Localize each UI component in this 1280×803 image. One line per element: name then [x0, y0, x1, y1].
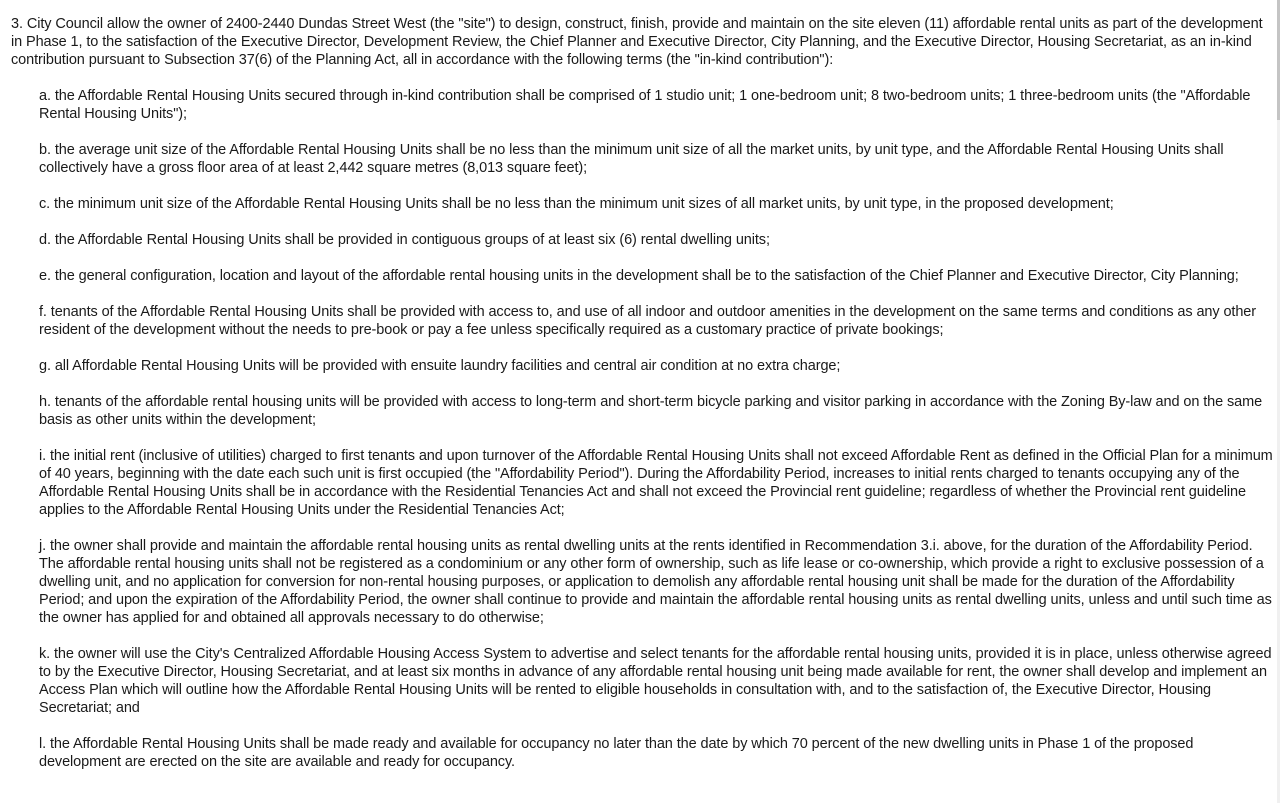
term-item-j: j. the owner shall provide and maintain the affordable rental housing units as rental dwelling units at the rents identified in Recommendation 3.i. above, for the duration of the Affordability Period. The affordable rental housing units shall not be registered as a condominium or any other form of ownership, such as life lease or co-ownership, which provide a right to exclusive possession of a dwelling unit, and no application for conversion for non-rental housing purposes, or application to demolish any affordable rental housing unit shall be made for the duration of the Affordability Period; and upon the expiration of the Affordability Period, the owner shall continue to provide and maintain the affordable rental housing units as rental dwelling units, unless and until such time as the owner has applied for and obtained all approvals necessary to do otherwise;: [39, 538, 1272, 626]
term-item-l: l. the Affordable Rental Housing Units shall be made ready and available for occupancy no later than the date by which 70 percent of the new dwelling units in Phase 1 of the proposed development are erected on the site are available and ready for occupancy.: [39, 736, 1194, 770]
term-item-e: e. the general configuration, location and layout of the affordable rental housing units in the development shall be to the satisfaction of the Chief Planner and Executive Director, City Planning;: [39, 268, 1239, 284]
term-item-i: i. the initial rent (inclusive of utilities) charged to first tenants and upon turnover of the Affordable Rental Housing Units shall not exceed Affordable Rent as defined in the Official Plan for a minimum of 40 years, beginning with the date each such unit is first occupied (the "Affordability Period"). During the Affordability Period, increases to initial rents charged to tenants occupying any of the Affordable Rental Housing Units shall be in accordance with the Residential Tenancies Act and shall not exceed the Provincial rent guideline; regardless of whether the Provincial rent guideline applies to the Affordable Rental Housing Units under the Residential Tenancies Act;: [39, 448, 1273, 518]
term-item-h: h. tenants of the affordable rental housing units will be provided with access to long-term and short-term bicycle parking and visitor parking in accordance with the Zoning By-law and on the same basis as other units within the development;: [39, 394, 1263, 428]
recommendation-paragraph: 3. City Council allow the owner of 2400-2440 Dundas Street West (the "site") to design, construct, finish, provide and maintain on the site eleven (11) affordable rental units as part of the development in Phase 1, to the satisfaction of the Executive Director, Development Review, the Chief Planner and Executive Director, City Planning, and the Executive Director, Housing Secretariat, as an in-kind contribution pursuant to Subsection 37(6) of the Planning Act, all in accordance with the following terms (the "in-kind contribution"):: [11, 16, 1263, 68]
term-item-f: f. tenants of the Affordable Rental Housing Units shall be provided with access to, and use of all indoor and outdoor amenities in the development on the same terms and conditions as any other resident of the development without the needs to pre-book or pay a fee unless specifically required as a customary practice of private bookings;: [39, 304, 1257, 338]
term-item-c: c. the minimum unit size of the Affordable Rental Housing Units shall be no less than the minimum unit sizes of all market units, by unit type, in the proposed development;: [39, 196, 1114, 212]
term-item-a: a. the Affordable Rental Housing Units secured through in-kind contribution shall be comprised of 1 studio unit; 1 one-bedroom unit; 8 two-bedroom units; 1 three-bedroom units (the "Affordable Rental Housing Units");: [39, 88, 1251, 122]
term-item-b: b. the average unit size of the Affordable Rental Housing Units shall be no less than the minimum unit size of all the market units, by unit type, and the Affordable Rental Housing Units shall collectively have a gross floor area of at least 2,442 square metres (8,013 square feet);: [39, 142, 1224, 176]
term-item-d: d. the Affordable Rental Housing Units shall be provided in contiguous groups of at least six (6) rental dwelling units;: [39, 232, 770, 248]
term-item-g: g. all Affordable Rental Housing Units will be provided with ensuite laundry facilities and central air condition at no extra charge;: [39, 358, 841, 374]
term-item-k: k. the owner will use the City's Centralized Affordable Housing Access System to advertise and select tenants for the affordable rental housing units, provided it is in place, unless otherwise agreed to by the Executive Director, Housing Secretariat, and at least six months in advance of any affordable rental housing unit being made available for rent, the owner shall develop and implement an Access Plan which will outline how the Affordable Rental Housing Units will be rented to eligible households in consultation with, and to the satisfaction of, the Executive Director, Housing Secretariat; and: [39, 646, 1272, 716]
terms-list: [11, 87, 1273, 771]
document-body: [11, 15, 1273, 789]
